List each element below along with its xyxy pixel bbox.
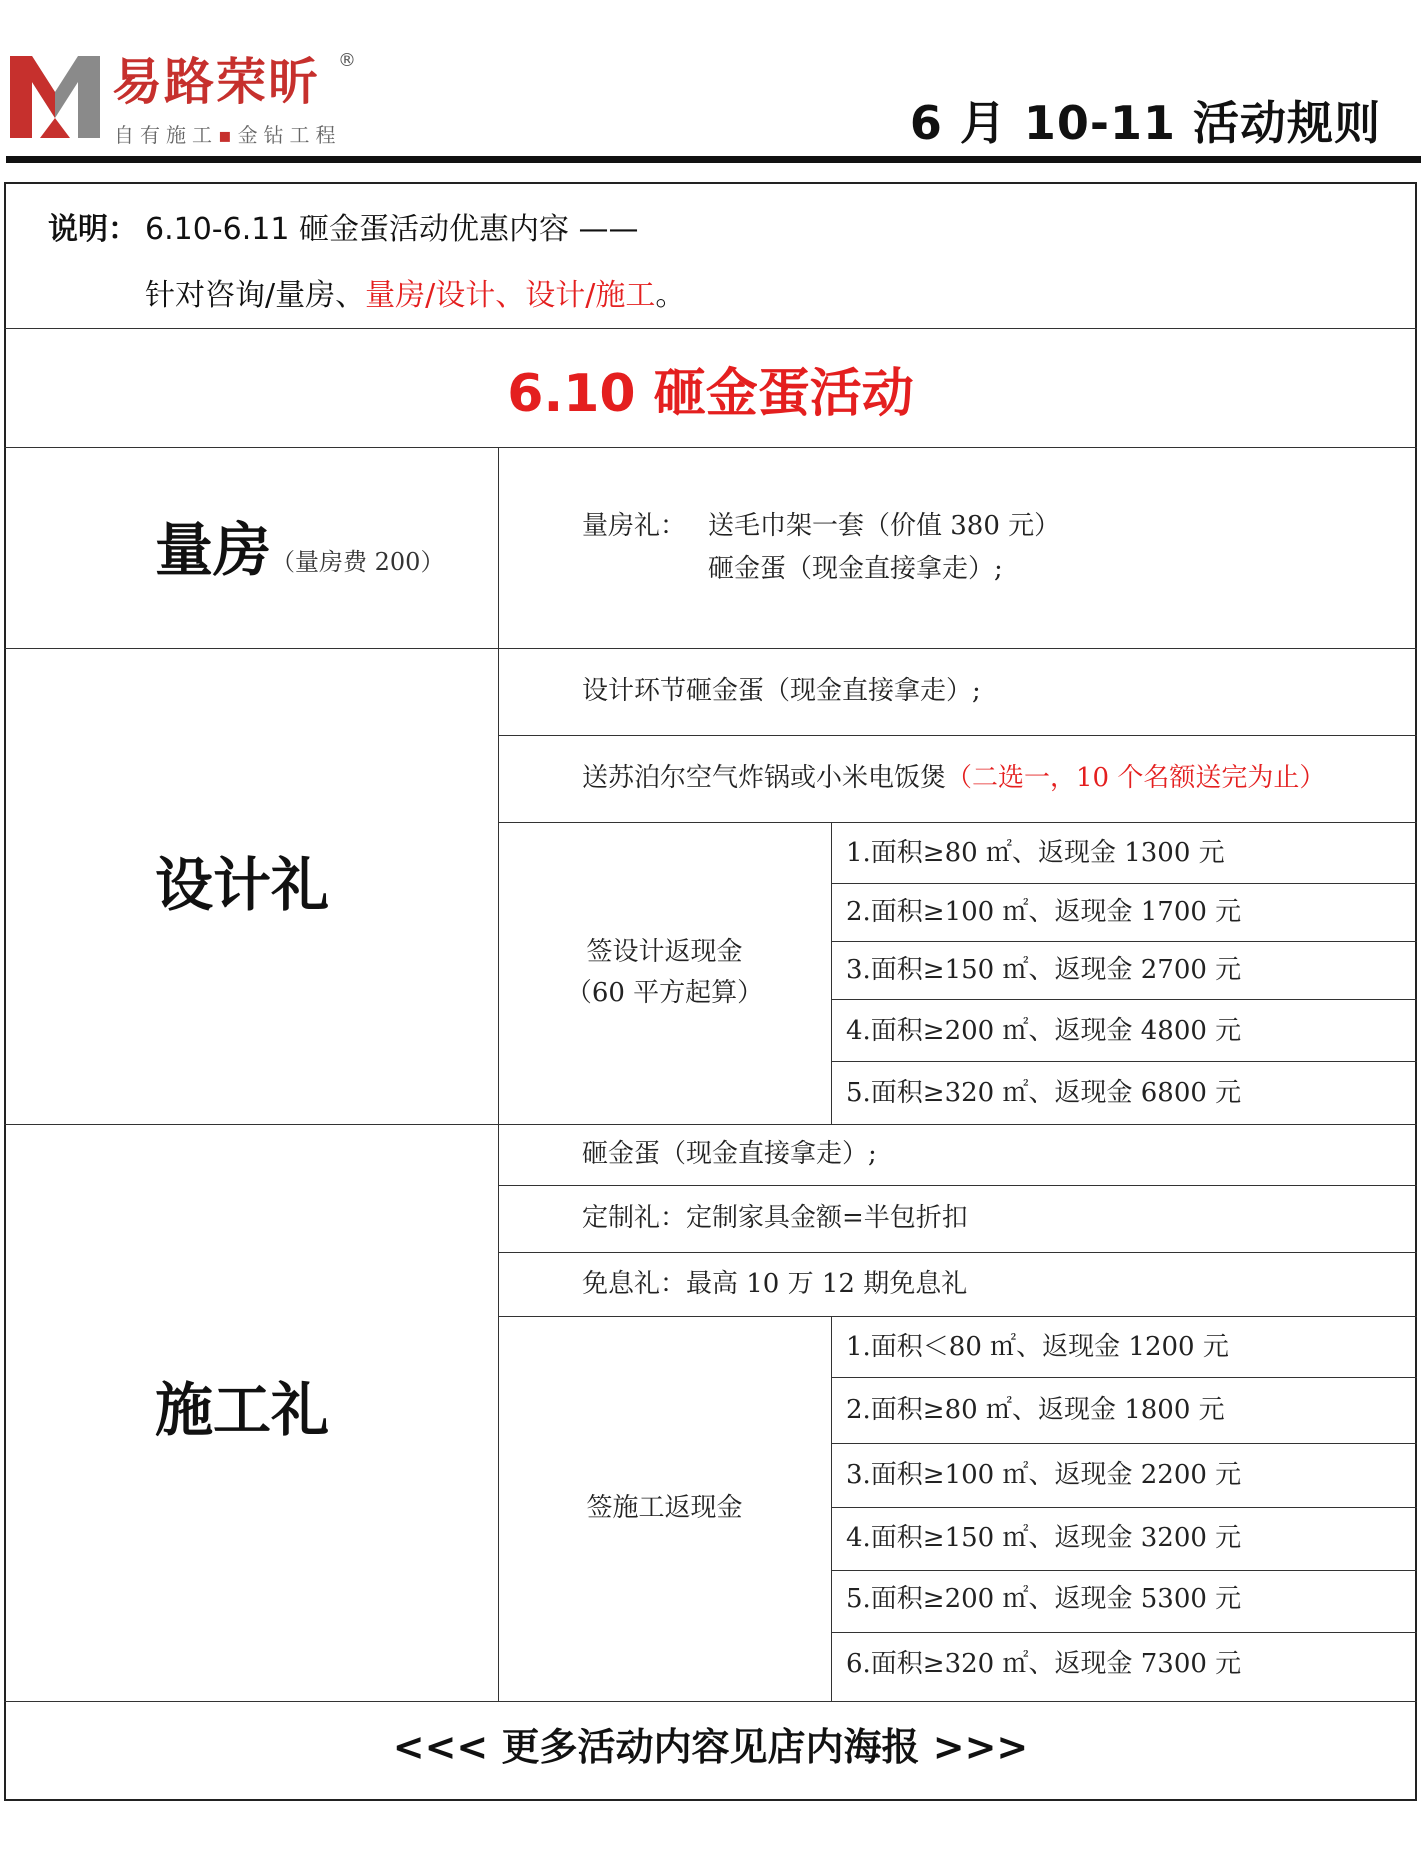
brand-tagline [114,122,342,148]
row-divider [498,1252,1417,1253]
construction-tier: 1.面积＜80 ㎡、返现金 1200 元 [846,1332,1229,1362]
design-tier: 1.面积≥80 ㎡、返现金 1300 元 [846,838,1225,868]
note-line-2-red: 量房/设计、设计/施工 [365,278,656,313]
footer-note: <<< 更多活动内容见店内海报 >>> [392,1725,1029,1769]
construction-tier: 6.面积≥320 ㎡、返现金 7300 元 [846,1649,1242,1679]
design-tier: 2.面积≥100 ㎡、返现金 1700 元 [846,897,1242,927]
brand-logo-icon [10,48,100,146]
note-line-1: 6.10-6.11 砸金蛋活动优惠内容 —— [145,212,639,247]
design-egg: 设计环节砸金蛋（现金直接拿走）; [582,676,981,706]
row-divider [498,1316,1417,1317]
construction-label: 施工礼 [155,1376,330,1444]
row-divider [498,735,1417,736]
measure-label-text: 量房 [155,516,272,584]
design-cashback-note: （60 平方起算） [565,978,764,1008]
construction-custom: 定制礼：定制家具金额=半包折扣 [582,1203,968,1233]
construction-tier: 2.面积≥80 ㎡、返现金 1800 元 [846,1395,1225,1425]
row-divider [4,1701,1417,1702]
measure-fee: （量房费 200） [271,548,445,576]
design-tier: 3.面积≥150 ㎡、返现金 2700 元 [846,955,1242,985]
construction-interest: 免息礼：最高 10 万 12 期免息礼 [582,1269,968,1299]
measure-gift-label: 量房礼： [582,511,687,541]
construction-egg: 砸金蛋（现金直接拿走）; [582,1139,877,1169]
measure-gift-1: 送毛巾架一套（价值 380 元） [708,511,1061,541]
page-header [0,0,1421,160]
row-divider [4,447,1417,448]
design-label: 设计礼 [155,851,330,919]
row-divider [498,822,1417,823]
design-tier: 4.面积≥200 ㎡、返现金 4800 元 [846,1016,1242,1046]
row-divider [831,999,1417,1000]
design-appliance [582,760,1325,796]
construction-tier: 3.面积≥100 ㎡、返现金 2200 元 [846,1460,1242,1490]
row-divider [4,328,1417,329]
row-divider [831,1570,1417,1571]
row-divider [498,1185,1417,1186]
row-divider [4,1124,1417,1125]
row-divider [831,1377,1417,1378]
design-tier: 5.面积≥320 ㎡、返现金 6800 元 [846,1078,1242,1108]
row-divider [831,883,1417,884]
note-line-2-black: 针对咨询/量房、 [145,278,366,313]
document-title: 6 月 10-11 活动规则 [909,96,1381,150]
brand-name: 易路荣昕 [112,53,320,111]
design-appliance-note: （二选一，10 个名额送完为止） [946,763,1326,793]
tagline-left: 自有施工 [114,123,218,147]
design-cashback-title: 签设计返现金 [586,937,743,967]
note-line-2-end: 。 [655,278,686,313]
measure-gift-2: 砸金蛋（现金直接拿走）; [708,554,1003,584]
column-divider [831,1316,832,1701]
row-divider [831,1632,1417,1633]
row-divider [831,1443,1417,1444]
registered-mark: ® [338,50,356,71]
note-label: 说明： [48,212,138,247]
column-divider [831,822,832,1124]
tagline-dot: ▪ [218,123,238,147]
event-title: 6.10 砸金蛋活动 [507,364,914,424]
row-divider [4,648,1417,649]
construction-tier: 5.面积≥200 ㎡、返现金 5300 元 [846,1584,1242,1614]
row-divider [831,941,1417,942]
row-divider [831,1507,1417,1508]
header-rule [6,156,1421,163]
construction-tier: 4.面积≥150 ㎡、返现金 3200 元 [846,1523,1242,1553]
row-divider [831,1061,1417,1062]
construction-cashback-title: 签施工返现金 [586,1493,743,1523]
note-line-2 [145,276,685,316]
design-appliance-text: 送苏泊尔空气炸锅或小米电饭煲 [582,763,947,793]
measure-label [155,515,444,597]
tagline-right: 金钻工程 [237,123,342,147]
